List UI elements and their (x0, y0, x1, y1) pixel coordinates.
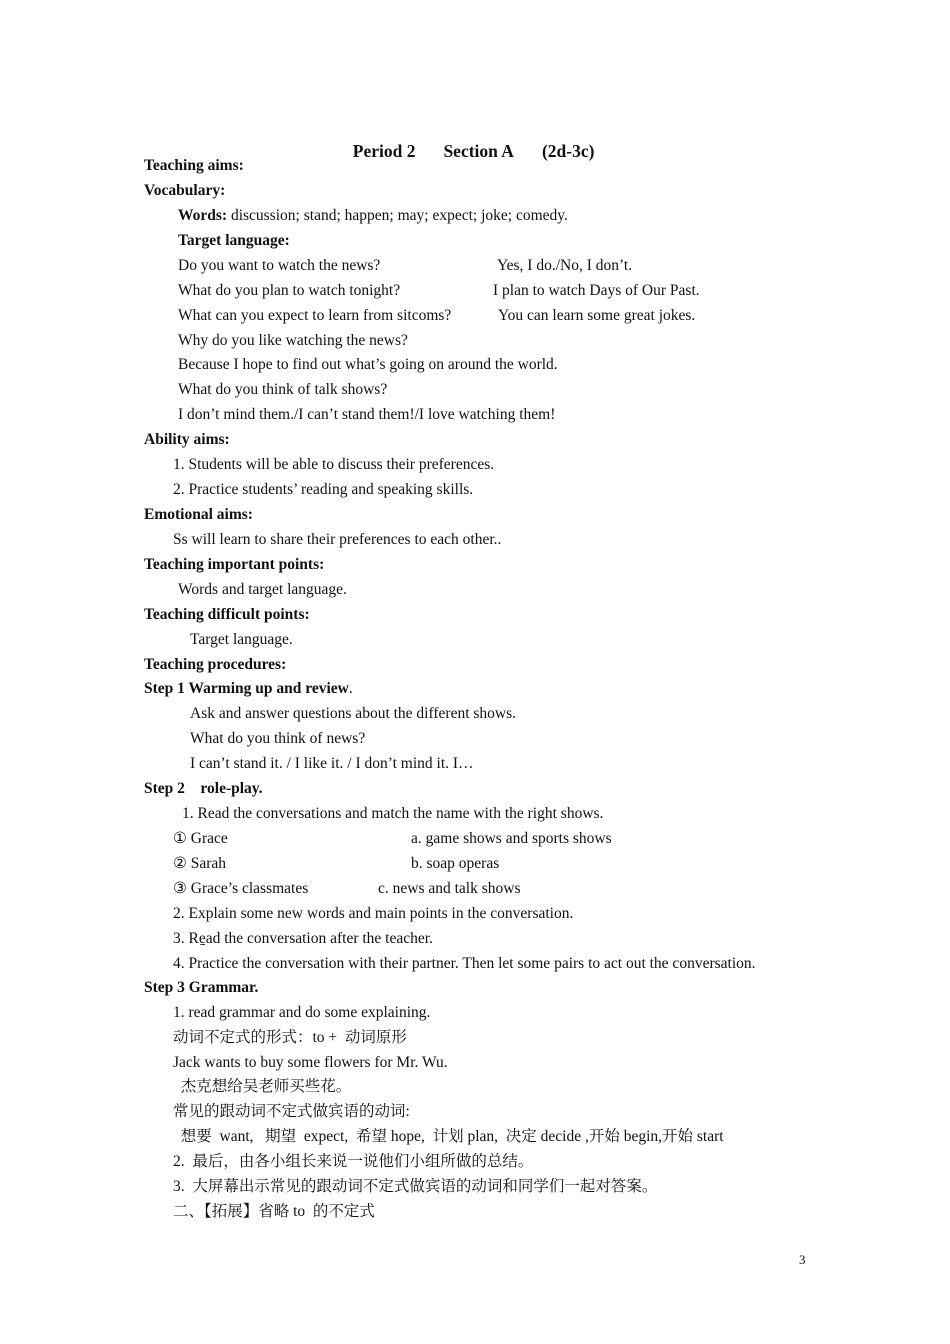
heading-vocabulary: Vocabulary: (144, 182, 226, 199)
page-title (344, 124, 594, 160)
heading-difficult-points: Teaching difficult points: (144, 606, 310, 623)
target-line: What do you think of talk shows? (178, 381, 388, 398)
words-line (178, 207, 568, 225)
step2-line: 2. Explain some new words and main points in the conversation. (173, 905, 574, 922)
heading-teaching-aims: Teaching aims: (144, 157, 244, 174)
step1-line: What do you think of news? (190, 730, 366, 747)
match-left-item: ③ Grace’s classmates (173, 880, 309, 897)
title-section: Section A (443, 141, 514, 161)
title-period: Period 2 (352, 141, 416, 161)
step2-line: 3. Re̱ad the conversation after the teacher. (173, 930, 433, 947)
match-right-item: b. soap operas (411, 855, 500, 872)
step2-line: 4. Practice the conversation with their partner. Then let some pairs to act out the conversation. (173, 955, 756, 972)
step3-line: 3. 大屏幕出示常见的跟动词不定式做宾语的动词和同学们一起对答案。 (173, 1178, 658, 1195)
step3-line: 常见的跟动词不定式做宾语的动词: (173, 1103, 410, 1120)
step3-line: 想要 want, 期望 expect, 希望 hope, 计划 plan, 决定 decide ,开始 begin,开始 start (173, 1128, 724, 1145)
target-language-label: Target language: (178, 232, 290, 249)
heading-emotional-aims: Emotional aims: (144, 506, 253, 523)
target-answer: I plan to watch Days of Our Past. (493, 282, 700, 299)
ability-item: 1. Students will be able to discuss their preferences. (173, 456, 495, 473)
target-question: What can you expect to learn from sitcoms? (178, 307, 452, 324)
step3-line: Jack wants to buy some flowers for Mr. Wu. (173, 1054, 448, 1071)
step3-title: Step 3 Grammar. (144, 979, 259, 996)
step2-intro: 1. Read the conversations and match the name with the right shows. (182, 805, 604, 822)
match-left-item: ① Grace (173, 830, 228, 847)
page-number: 3 (799, 1252, 806, 1267)
step1-line: I can’t stand it. / I like it. / I don’t mind it. I… (190, 755, 474, 772)
heading-ability-aims: Ability aims: (144, 431, 230, 448)
step1-heading (144, 680, 353, 698)
target-line: Because I hope to find out what’s going on around the world. (178, 356, 558, 373)
emotional-text: Ss will learn to share their preferences to each other.. (173, 531, 502, 548)
step3-line: 2. 最后，由各小组长来说一说他们小组所做的总结。 (173, 1153, 534, 1170)
target-answer: Yes, I do./No, I don’t. (497, 257, 633, 274)
important-text: Words and target language. (178, 581, 347, 598)
ability-item: 2. Practice students’ reading and speaking skills. (173, 481, 474, 498)
step3-line: 杰克想给吴老师买些花。 (173, 1078, 352, 1095)
difficult-text: Target language. (190, 631, 293, 648)
step3-line: 动词不定式的形式：to + 动词原形 (173, 1029, 407, 1046)
words-text: discussion; stand; happen; may; expect; joke; comedy. (227, 207, 568, 224)
match-right-item: c. news and talk shows (378, 880, 521, 897)
match-left-item: ② Sarah (173, 855, 227, 872)
target-question: Do you want to watch the news? (178, 257, 381, 274)
step3-line: 二、【拓展】省略 to 的不定式 (173, 1203, 375, 1220)
target-line: Why do you like watching the news? (178, 332, 408, 349)
heading-procedures: Teaching procedures: (144, 656, 287, 673)
title-range: (2d-3c) (541, 141, 595, 161)
step3-line: 1. read grammar and do some explaining. (173, 1004, 431, 1021)
step2-title: Step 2 role-play. (144, 780, 263, 797)
target-answer: You can learn some great jokes. (498, 307, 696, 324)
words-label: Words: (178, 207, 228, 224)
target-line: I don’t mind them./I can’t stand them!/I love watching them! (178, 406, 556, 423)
target-question: What do you plan to watch tonight? (178, 282, 401, 299)
step1-title: Step 1 Warming up and review (144, 680, 349, 697)
step1-dot: . (348, 680, 353, 697)
step1-line: Ask and answer questions about the different shows. (190, 705, 517, 722)
heading-important-points: Teaching important points: (144, 556, 325, 573)
match-right-item: a. game shows and sports shows (411, 830, 612, 847)
